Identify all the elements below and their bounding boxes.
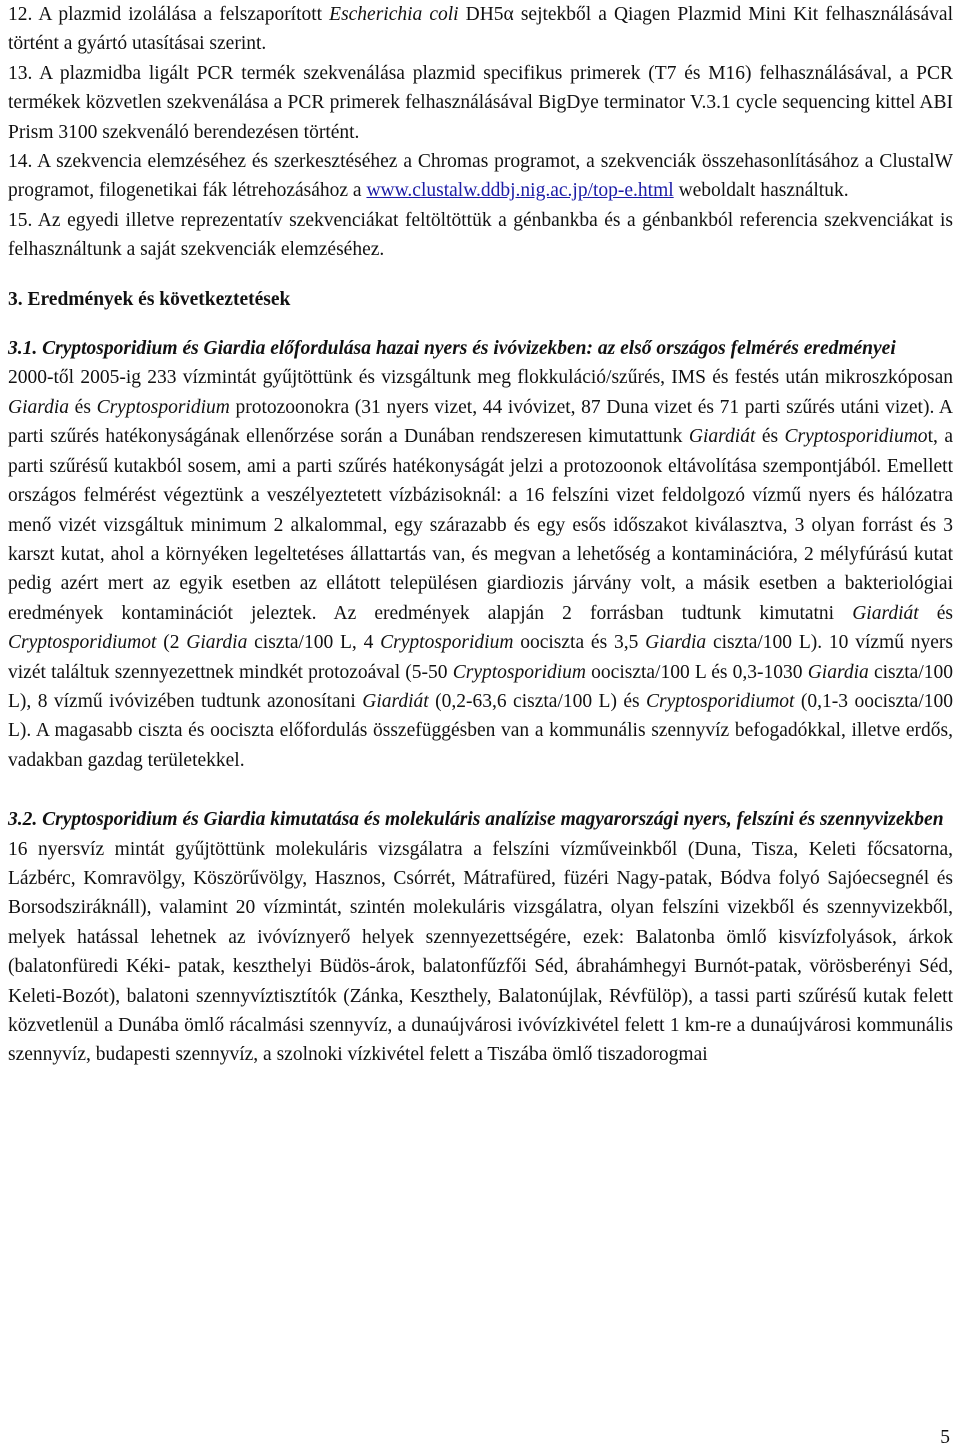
italic-term: Giardiát <box>852 602 919 624</box>
text-run: és <box>755 426 785 448</box>
text-run: oociszta/100 L és 0,3-1030 <box>585 661 808 683</box>
item-number: 14. <box>8 151 33 173</box>
text-run: (2 <box>156 632 187 654</box>
item-number: 15. <box>8 209 33 231</box>
subsection-heading-3-1: 3.1. Cryptosporidium és Giardia előfordulása hazai nyers és ivóvizekben: az első országos felmérés eredményei <box>8 338 896 360</box>
italic-term: Giardia <box>186 632 248 654</box>
text-run: ciszta/100 L, 4 <box>247 632 381 654</box>
document-page <box>8 0 953 1070</box>
text-run: 2000-től 2005-ig 233 vízmintát gyűjtöttünk és vizsgáltunk meg flokkuláció/szűrés, IMS és festés után mikroszkóposan <box>8 367 953 389</box>
item-number: 12. <box>8 4 33 25</box>
text-run: A szekvencia elemzéséhez és szerkesztéséhez a Chromas programot, a szekvenciák összehasonlításához a ClustalW programot, filogenetikai fák létrehozásához a <box>8 151 953 202</box>
item-number: 13. <box>8 62 33 84</box>
method-item-13 <box>8 59 953 147</box>
method-item-14 <box>8 147 953 206</box>
text-run: és <box>918 602 953 624</box>
text-run: (0,1-3 oociszta/100 L). A magasabb ciszta és oociszta előfordulás összefüggésben van a kommunális szennyvíz befogadókkal, illetve erdős, vadakban gazdag területekkel. <box>8 690 954 771</box>
italic-term: Cryptosporidiumot <box>8 632 157 654</box>
italic-term: Cryptosporidiumo <box>784 426 928 448</box>
text-run: oocisztа és 3,5 <box>513 632 646 654</box>
method-list <box>8 0 953 265</box>
item-text <box>8 63 953 143</box>
section-heading: 3. Eredmények és következtetések <box>8 288 291 310</box>
italic-term: Giardia <box>645 632 707 654</box>
text-run: protozoonokra (31 nyers vizet, 44 ivóvizet, 87 Duna vizet és 71 parti szűrés utáni vizet). A parti szűrés hatékonyságának ellenőrzése során a Dunában rendszeresen kimutattunk <box>8 396 953 448</box>
item-text <box>8 151 953 201</box>
page-number: 5 <box>940 1426 950 1448</box>
subsection-heading-3-2: 3.2. Cryptosporidium és Giardia kimutatása és molekuláris analízise magyarországi nyers, felszíni és szennyvizekben <box>8 809 944 831</box>
text-run: A plazmid izolálása a felszaporított <box>32 4 330 25</box>
italic-term: Escherichia coli <box>329 4 459 25</box>
text-run: weboldalt használtuk. <box>673 180 849 202</box>
text-run: (0,2-63,6 ciszta/100 L) és <box>428 690 647 712</box>
item-text <box>8 4 953 54</box>
text-run: Az egyedi illetve reprezentatív szekvenciákat feltöltöttük a génbankba és a génbankból referencia szekvenciákat is felhasználtunk a saját szekvenciák elemzéséhez. <box>8 209 953 261</box>
italic-term: Cryptosporidiumot <box>646 690 795 712</box>
text-run: ciszta/100 L). 10 vízmű nyers vizét találtuk szennyezettnek mindkét protozoával (5-50 <box>8 632 954 683</box>
method-item-15 <box>8 206 953 265</box>
italic-term: Cryptosporidium <box>380 632 514 654</box>
text-run: DH5α sejtekből a Qiagen Plazmid Mini Kit felhasználásával történt a gyártó utasításai szerint. <box>8 4 953 55</box>
italic-term: Giardiát <box>688 426 756 448</box>
text-run: t, a parti szűrésű kutakból sosem, ami a parti szűrés hatékonyságát jelzi a protozoonok eltávolítása szempontjából. Emellett országos felmérést végeztünk a veszélyeztetett vízbázisoknál: a 16 felszíni vizet feldolgozó vízmű nyers és hálózatra menő vizét vizsgáltuk minimum 2 alkalommal, egy szárazabb és egy esős időszakot kiválasztva, 3 olyan forrást és 3 karszt kutat, ahol a környéken legeltetéses állattartás van, és megvan a lehetőség a kontaminációra, 2 mélyfúrású kutat pedig azért mert az egyik esetben az ellátott településen giardiozis járvány volt, a másik esetben a bakteriológiai eredmények kontaminációt jeleztek. Az eredmények alapján 2 forrásban tudtunk kimutatni <box>8 426 953 624</box>
text-run: és <box>69 396 97 418</box>
text-run: ciszta/100 L), 8 vízmű ivóvizében tudtunk azonosítani <box>8 661 953 712</box>
method-item-12 <box>8 0 953 59</box>
website-link[interactable]: www.clustalw.ddbj.nig.ac.jp/top-e.html <box>366 180 674 202</box>
item-text <box>8 210 953 260</box>
text-run: 16 nyersvíz mintát gyűjtöttünk molekuláris vizsgálatra a felszíni vízműveinkből (Duna, Tisza, Keleti főcsatorna, Lázbérc, Komravölgy, Köszörűvölgy, Hasznos, Csórrét, Mátrafüred, füzéri Nagy-patak, Bódva folyó Sajóecsegnél és Borsodsziráknáll), valamint 20 vízmintát, szintén molekuláris vizsgálatra, olyan felszíni vizekből és szennyvizekből, melyek hatással lehetnek az ivóvíznyerő helyek szennyezettségére, ezek: Balatonba ömlő kisvízfolyások, árkok (balatonfüredi Kéki- patak, keszthelyi Büdös-árok, balatonfűzfői Séd, ábrahámhegyi Burnót-patak, vörösberényi Séd, Keleti-Bozót), balatoni szennyvíztisztítók (Zánka, Keszthely, Balatonújlak, Révfülöp), a tassi parti szűrésű kutak felett közvetlenül a Dunába ömlő rácalmási szennyvíz, a dunaújvárosi ivóvízkivétel felett 1 km-re a dunaújvárosi kommunális szennyvíz, budapesti szennyvíz, a szolnoki vízkivétel felett a Tiszába ömlő tiszadorogmai <box>8 838 953 1066</box>
subsection-body-3-1 <box>8 363 953 775</box>
italic-term: Giardia <box>807 661 869 683</box>
italic-term: Giardiát <box>362 690 429 712</box>
subsection-body-3-2 <box>8 835 953 1070</box>
italic-term: Cryptosporidium <box>96 396 230 418</box>
italic-term: Cryptosporidium <box>452 661 586 683</box>
italic-term: Giardia <box>8 396 70 418</box>
text-run: A plazmidba ligált PCR termék szekvenálása plazmid specifikus primerek (T7 és M16) felhasználásával, a PCR termékek közvetlen szekvenálása a PCR primerek felhasználásával BigDye terminator V.3.1 cycle sequencing kittel ABI Prism 3100 szekvenáló berendezésen történt. <box>8 62 953 143</box>
